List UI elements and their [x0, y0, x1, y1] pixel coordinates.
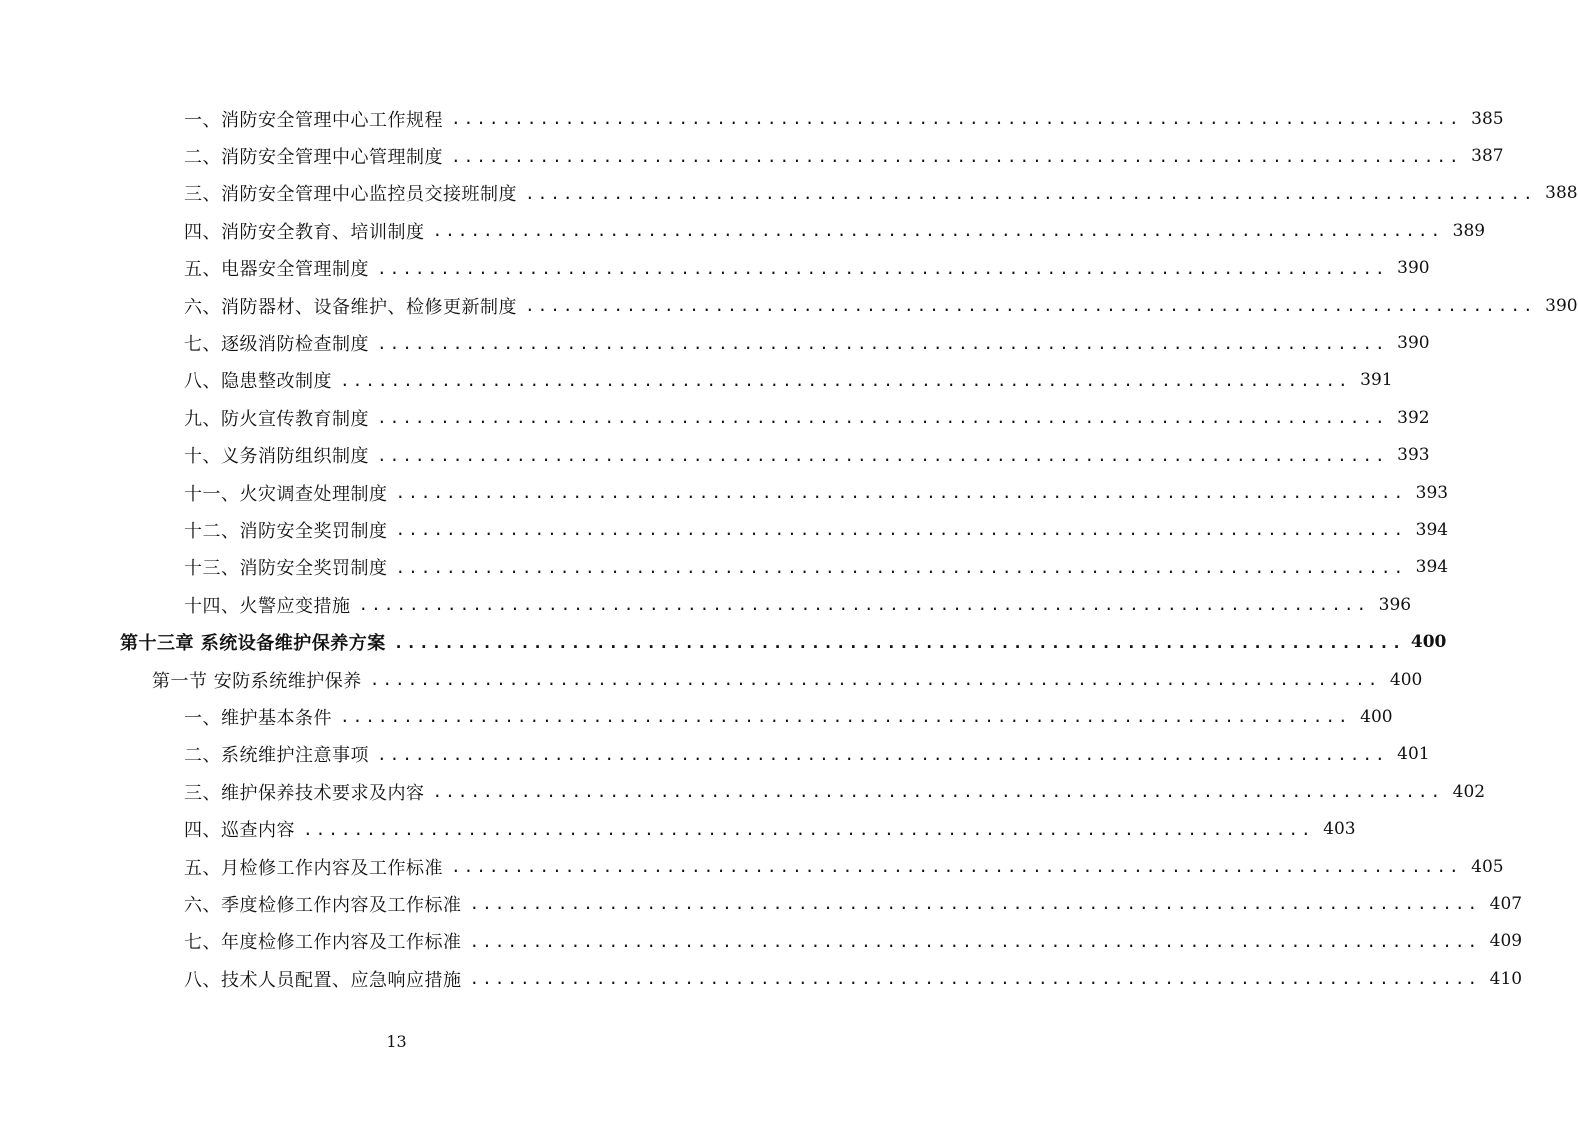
- toc-entry-title: 三、维护保养技术要求及内容: [184, 782, 425, 804]
- toc-dot-leader: ................................................................................: [303, 819, 1314, 839]
- toc-dot-leader: ................................................................................: [525, 183, 1536, 203]
- toc-section-row[interactable]: [0, 661, 1423, 698]
- toc-entry-title: 一、消防安全管理中心工作规程: [184, 109, 443, 131]
- toc-entry-title: 十一、火灾调查处理制度: [184, 483, 388, 505]
- toc-item-row[interactable]: [0, 923, 1523, 960]
- toc-item-row[interactable]: [0, 848, 1504, 885]
- toc-dot-leader: ................................................................................: [469, 894, 1481, 914]
- toc-entry-title: 十二、消防安全奖罚制度: [184, 520, 388, 542]
- toc-dot-leader: ................................................................................: [451, 857, 1462, 876]
- toc-page-number: 385: [1471, 108, 1504, 129]
- toc-dot-leader: ................................................................................: [469, 931, 1481, 951]
- toc-entry-title: 七、逐级消防检查制度: [184, 334, 369, 356]
- toc-item-row[interactable]: [0, 175, 1578, 212]
- toc-dot-leader: ................................................................................: [395, 557, 1407, 577]
- toc-entry-title: 六、季度检修工作内容及工作标准: [184, 894, 462, 916]
- toc-entry-title: 十四、火警应变措施: [184, 595, 351, 617]
- toc-page-number: 394: [1415, 557, 1449, 578]
- toc-item-row[interactable]: [0, 810, 1356, 847]
- toc-dot-leader: ................................................................................: [369, 670, 1381, 690]
- toc-page-number: 402: [1452, 781, 1486, 802]
- table-of-contents: [0, 100, 1578, 997]
- toc-page-number: 391: [1360, 370, 1393, 391]
- toc-entry-title: 八、隐患整改制度: [184, 371, 332, 393]
- toc-entry-title: 十、义务消防组织制度: [184, 446, 369, 468]
- toc-dot-leader: ................................................................................: [393, 632, 1405, 652]
- toc-entry-title: 二、系统维护注意事项: [184, 745, 369, 767]
- toc-page-number: 390: [1545, 295, 1578, 316]
- toc-page-number: 405: [1471, 856, 1504, 877]
- toc-dot-leader: ................................................................................: [432, 782, 1444, 802]
- toc-dot-leader: ................................................................................: [377, 744, 1388, 764]
- toc-dot-leader: ................................................................................: [451, 109, 1462, 129]
- toc-entry-title: 第一节 安防系统维护保养: [152, 670, 362, 692]
- toc-entry-title: 四、巡查内容: [184, 820, 295, 842]
- toc-page-number: 396: [1378, 594, 1412, 615]
- toc-dot-leader: ................................................................................: [525, 296, 1536, 316]
- toc-item-row[interactable]: [0, 885, 1523, 922]
- toc-dot-leader: ................................................................................: [358, 595, 1370, 615]
- toc-item-row[interactable]: [0, 960, 1523, 997]
- toc-page-number: 393: [1415, 482, 1449, 503]
- toc-entry-title: 十三、消防安全奖罚制度: [184, 558, 388, 580]
- toc-item-row[interactable]: [0, 324, 1430, 361]
- toc-entry-title: 一、维护基本条件: [184, 707, 332, 729]
- toc-dot-leader: ................................................................................: [340, 370, 1351, 390]
- toc-item-row[interactable]: [0, 773, 1486, 810]
- toc-page-number: 401: [1397, 744, 1430, 765]
- toc-entry-title: 四、消防安全教育、培训制度: [184, 221, 425, 243]
- toc-page-number: 394: [1415, 519, 1449, 540]
- toc-item-row[interactable]: [0, 736, 1430, 773]
- toc-item-row[interactable]: [0, 137, 1504, 174]
- toc-dot-leader: ................................................................................: [432, 221, 1444, 241]
- toc-item-row[interactable]: [0, 362, 1393, 399]
- toc-entry-title: 八、技术人员配置、应急响应措施: [184, 969, 462, 991]
- toc-page-number: 403: [1323, 819, 1356, 840]
- toc-item-row[interactable]: [0, 549, 1449, 586]
- toc-entry-title: 五、月检修工作内容及工作标准: [184, 857, 443, 879]
- toc-item-row[interactable]: [0, 100, 1504, 137]
- toc-page-number: 388: [1545, 183, 1578, 204]
- toc-page-number: 389: [1452, 220, 1486, 241]
- toc-page-number: 410: [1489, 968, 1523, 989]
- toc-page-number: 409: [1489, 931, 1523, 952]
- toc-entry-title: 三、消防安全管理中心监控员交接班制度: [184, 184, 517, 206]
- toc-page-number: 400: [1389, 669, 1423, 690]
- toc-item-row[interactable]: [0, 474, 1449, 511]
- toc-item-row[interactable]: [0, 399, 1430, 436]
- toc-item-row[interactable]: [0, 212, 1486, 249]
- toc-entry-title: 九、防火宣传教育制度: [184, 408, 369, 430]
- toc-item-row[interactable]: [0, 698, 1393, 735]
- toc-item-row[interactable]: [0, 250, 1430, 287]
- toc-page-number: 392: [1397, 407, 1430, 428]
- toc-entry-title: 五、电器安全管理制度: [184, 259, 369, 281]
- toc-dot-leader: ................................................................................: [377, 408, 1388, 428]
- toc-dot-leader: ................................................................................: [377, 445, 1388, 465]
- toc-page-number: 400: [1410, 632, 1447, 653]
- toc-page-number: 407: [1489, 893, 1523, 914]
- toc-page-number: 387: [1471, 146, 1504, 167]
- toc-page-number: 390: [1397, 258, 1430, 279]
- toc-dot-leader: ................................................................................: [395, 520, 1407, 540]
- toc-entry-title: 第十三章 系统设备维护保养方案: [120, 633, 386, 655]
- toc-page-number: 400: [1360, 706, 1393, 727]
- toc-page-number: 390: [1397, 333, 1430, 354]
- toc-entry-title: 六、消防器材、设备维护、检修更新制度: [184, 296, 517, 318]
- toc-dot-leader: ................................................................................: [451, 146, 1462, 166]
- toc-entry-title: 七、年度检修工作内容及工作标准: [184, 932, 462, 954]
- toc-dot-leader: ................................................................................: [340, 707, 1351, 727]
- toc-item-row[interactable]: [0, 511, 1449, 548]
- toc-dot-leader: ................................................................................: [377, 258, 1388, 278]
- toc-dot-leader: ................................................................................: [469, 969, 1481, 989]
- toc-chapter-row[interactable]: [0, 623, 1447, 660]
- toc-entry-title: 二、消防安全管理中心管理制度: [184, 147, 443, 169]
- toc-item-row[interactable]: [0, 586, 1412, 623]
- toc-dot-leader: ................................................................................: [395, 483, 1407, 503]
- toc-item-row[interactable]: [0, 287, 1578, 324]
- page-number: 13: [386, 1032, 407, 1051]
- toc-item-row[interactable]: [0, 437, 1430, 474]
- toc-page-number: 393: [1397, 445, 1430, 466]
- toc-dot-leader: ................................................................................: [377, 333, 1388, 353]
